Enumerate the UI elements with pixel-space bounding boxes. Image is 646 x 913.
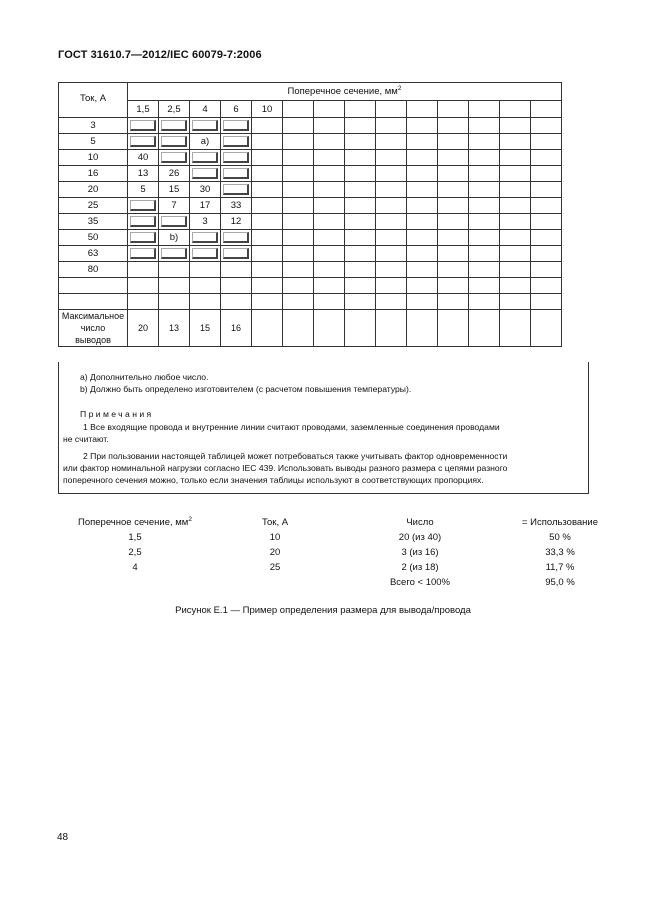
footnote-a-mark: a) [190,134,221,150]
size-2: 2,5 [159,101,190,118]
note-2-line-1: 2 При пользовании настоящей таблицей может потребоваться также учитывать фактор одновременности [83,451,508,461]
calc-header-section: Поперечное сечение, $мм^2$ [78,516,192,529]
footnote-a: a) Дополнительно любое число. [80,372,209,382]
note-2-line-2: или фактор номинальной нагрузки согласно IEC 439. Использовать выводы разного размера с цепями разного [63,463,508,473]
calc-row: 2,5 20 3 (из 16) 33,3 % [128,547,575,558]
calc-header-usage: = Использование [521,517,599,528]
table-row: 16 13 26 [59,166,562,182]
table-row: 50 b) [59,230,562,246]
total-value: 95,0 % [545,577,575,588]
calc-header-current: Ток, А [261,517,289,528]
table-row: 20 5 15 30 [59,182,562,198]
table-row: 3 [59,118,562,134]
figure-caption: Рисунок Е.1 — Пример определения размера для вывода/провода [175,605,471,616]
footnote-b-mark: b) [159,230,190,246]
max-row: Максимальное число выводов 20 13 15 16 [59,310,562,347]
notes-title: Примечания [80,409,154,419]
current-header: Ток, А [59,83,128,118]
table-row: 10 40 [59,150,562,166]
document-header: ГОСТ 31610.7—2012/IEC 60079-7:2006 [58,49,262,61]
table-row: 25 7 17 33 [59,198,562,214]
size-4: 6 [221,101,252,118]
calc-row: 1,5 10 20 (из 40) 50 % [128,532,571,543]
calc-header-number: Число [406,517,434,528]
table-row: 63 [59,246,562,262]
calc-row: 4 25 2 (из 18) 11,7 % [132,562,575,573]
total-label: Всего < 100% [389,577,451,588]
size-1: 1,5 [128,101,159,118]
note-1-line-1: 1 Все входящие провода и внутренние линии считают проводами, заземленные соединения проводами [83,422,500,432]
max-label: Максимальное число выводов [59,310,128,347]
table-row: 5 a) [59,134,562,150]
table-row: 80 [59,262,562,278]
notes-box [58,362,589,494]
size-3: 4 [190,101,221,118]
termination-table [58,82,562,347]
calc-total-row [60,575,620,590]
table-row: 35 3 12 [59,214,562,230]
calculation-table [60,515,620,590]
note-2-line-3: поперечного сечения можно, только если значения таблицы используют в соответствующих пропорциях. [63,475,484,485]
size-5: 10 [252,101,283,118]
footnote-b: b) Должно быть определено изготовителем (с расчетом повышения температуры). [80,384,412,394]
section-header: Поперечное сечение, $мм^2$ [128,83,562,101]
page-number: 48 [57,832,69,843]
note-1-line-2: не считают. [63,434,109,444]
